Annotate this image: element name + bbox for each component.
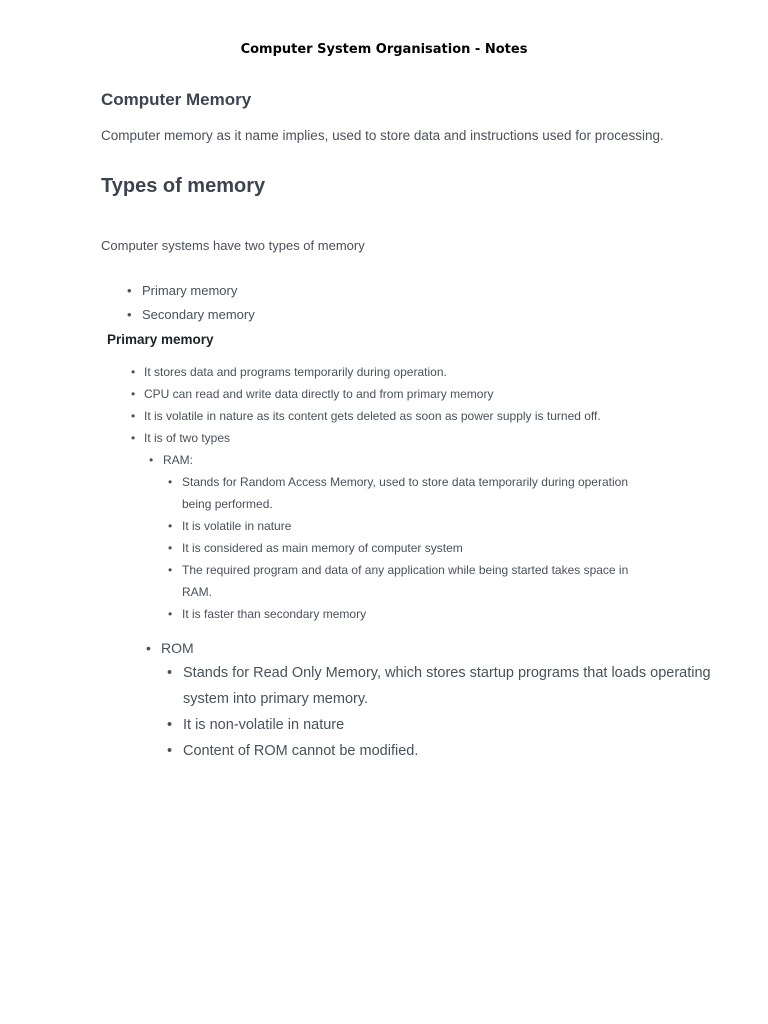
bullet-icon: •	[127, 283, 132, 298]
list-item-text: Stands for Read Only Memory, which stores startup programs that loads operating	[183, 665, 711, 681]
bullet-icon: •	[146, 640, 151, 656]
list-item-text: Stands for Random Access Memory, used to store data temporarily during operation	[182, 475, 628, 489]
bullet-icon: •	[131, 409, 136, 423]
list-item-continuation	[182, 497, 273, 511]
bullet-icon: •	[168, 541, 173, 555]
bullet-icon: •	[168, 563, 173, 577]
bullet-icon: •	[131, 431, 136, 445]
bullet-icon: •	[131, 387, 136, 401]
types-intro: Computer systems have two types of memory	[101, 238, 365, 253]
list-item-text: Content of ROM cannot be modified.	[183, 743, 419, 759]
bullet-icon: •	[168, 475, 173, 489]
bullet-icon: •	[167, 743, 173, 759]
list-item-text: The required program and data of any application while being started takes space in	[182, 563, 629, 577]
bullet-icon: •	[131, 365, 136, 379]
computer-memory-heading: Computer Memory	[101, 90, 252, 109]
ram-label: RAM:	[163, 453, 193, 467]
list-item-text: It is volatile in nature as its content gets deleted as soon as power supply is turned off.	[144, 409, 601, 423]
list-item-text: being performed.	[182, 497, 273, 511]
page-title: Computer System Organisation - Notes	[240, 42, 528, 57]
list-item-text: system into primary memory.	[183, 691, 369, 707]
bullet-icon: •	[127, 307, 132, 322]
list-item-text: It is faster than secondary memory	[182, 607, 367, 621]
bullet-icon: •	[168, 519, 173, 533]
rom-label: ROM	[161, 640, 194, 656]
list-item-text: RAM.	[182, 585, 212, 599]
list-item-text: It stores data and programs temporarily during operation.	[144, 365, 447, 379]
list-item-text: Secondary memory	[142, 307, 255, 322]
list-item-continuation	[183, 691, 368, 707]
bullet-icon: •	[168, 607, 173, 621]
list-item-text: It is considered as main memory of computer system	[182, 541, 463, 555]
list-item-text: Primary memory	[142, 283, 238, 298]
list-item-text: It is of two types	[144, 431, 231, 445]
computer-memory-intro: Computer memory as it name implies, used to store data and instructions used for processing.	[101, 128, 664, 143]
primary-memory-heading: Primary memory	[107, 332, 214, 347]
list-item-text: It is volatile in nature	[182, 519, 292, 533]
bullet-icon: •	[149, 453, 154, 467]
types-of-memory-heading: Types of memory	[101, 175, 266, 197]
bullet-icon: •	[167, 665, 173, 681]
list-item-continuation	[182, 585, 212, 599]
list-item-text: It is non-volatile in nature	[183, 717, 345, 733]
bullet-icon: •	[167, 717, 173, 733]
list-item-text: CPU can read and write data directly to and from primary memory	[144, 387, 494, 401]
